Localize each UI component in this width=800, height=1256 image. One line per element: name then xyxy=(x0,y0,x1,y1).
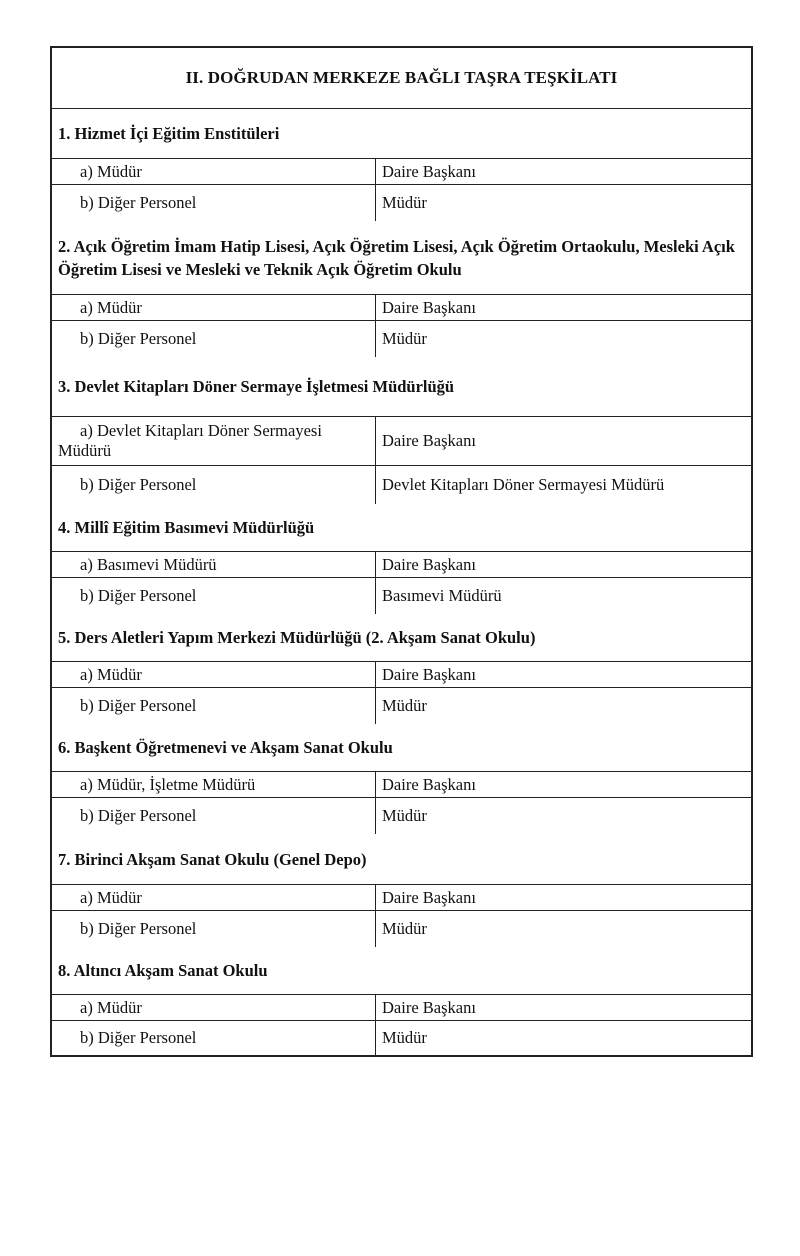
authority-cell: Müdür xyxy=(382,806,427,825)
authority-cell: Daire Başkanı xyxy=(382,774,476,794)
authority-cell: Daire Başkanı xyxy=(382,431,476,450)
position-cell: a) Müdür xyxy=(52,995,376,1020)
section-7 xyxy=(52,834,751,947)
position-cell: a) Müdür xyxy=(52,662,376,687)
table-row xyxy=(52,688,751,724)
position-cell: a) Müdür xyxy=(52,885,376,910)
table-title: II. DOĞRUDAN MERKEZE BAĞLI TAŞRA TEŞKİLATI xyxy=(52,48,751,109)
position-cell: b) Diğer Personel xyxy=(52,578,376,614)
table-row xyxy=(52,159,751,185)
section-heading: 4. Millî Eğitim Basımevi Müdürlüğü xyxy=(52,504,751,552)
position-cell: a) Basımevi Müdürü xyxy=(52,552,376,577)
table-row xyxy=(52,417,751,466)
table-row xyxy=(52,295,751,321)
table-row xyxy=(52,911,751,947)
section-2 xyxy=(52,221,751,357)
position-cell: a) Müdür xyxy=(52,159,376,184)
section-8 xyxy=(52,947,751,1055)
table-row xyxy=(52,885,751,911)
authority-cell: Devlet Kitapları Döner Sermayesi Müdürü xyxy=(382,475,665,494)
authority-table xyxy=(50,46,753,1057)
table-row xyxy=(52,321,751,357)
section-heading: 6. Başkent Öğretmenevi ve Akşam Sanat Okulu xyxy=(52,724,751,772)
position-cell: b) Diğer Personel xyxy=(52,1021,376,1055)
position-cell: b) Diğer Personel xyxy=(52,911,376,947)
table-row xyxy=(52,662,751,688)
section-4 xyxy=(52,504,751,614)
position-cell: a) Müdür xyxy=(52,295,376,320)
section-heading: 5. Ders Aletleri Yapım Merkezi Müdürlüğü (2. Akşam Sanat Okulu) xyxy=(52,614,751,662)
position-cell: b) Diğer Personel xyxy=(52,185,376,221)
table-row xyxy=(52,772,751,798)
section-heading: 8. Altıncı Akşam Sanat Okulu xyxy=(52,947,751,995)
authority-cell: Müdür xyxy=(382,919,427,938)
position-cell: b) Diğer Personel xyxy=(52,688,376,724)
position-cell: b) Diğer Personel xyxy=(52,321,376,357)
section-heading: 1. Hizmet İçi Eğitim Enstitüleri xyxy=(52,109,751,159)
authority-cell: Müdür xyxy=(382,696,427,715)
section-heading: 2. Açık Öğretim İmam Hatip Lisesi, Açık Öğretim Lisesi, Açık Öğretim Ortaokulu, Mesleki Açık Öğretim Lisesi ve Mesleki ve Teknik Açık Öğretim Okulu xyxy=(52,221,751,295)
authority-cell: Daire Başkanı xyxy=(382,161,476,181)
table-row xyxy=(52,185,751,221)
authority-cell: Müdür xyxy=(382,193,427,212)
section-heading: 7. Birinci Akşam Sanat Okulu (Genel Depo) xyxy=(52,834,751,885)
section-3 xyxy=(52,357,751,504)
table-row xyxy=(52,798,751,834)
authority-cell: Daire Başkanı xyxy=(382,887,476,907)
section-5 xyxy=(52,614,751,724)
authority-cell: Daire Başkanı xyxy=(382,997,476,1017)
position-cell: a) Devlet Kitapları Döner Sermayesi Müdürü xyxy=(52,417,376,465)
authority-cell: Müdür xyxy=(382,329,427,348)
table-row xyxy=(52,1021,751,1055)
section-6 xyxy=(52,724,751,834)
authority-cell: Müdür xyxy=(382,1028,427,1047)
authority-cell: Daire Başkanı xyxy=(382,297,476,317)
position-cell: b) Diğer Personel xyxy=(52,798,376,834)
table-row xyxy=(52,995,751,1021)
table-row xyxy=(52,578,751,614)
table-row xyxy=(52,552,751,578)
position-cell: a) Müdür, İşletme Müdürü xyxy=(52,772,376,797)
section-heading: 3. Devlet Kitapları Döner Sermaye İşletmesi Müdürlüğü xyxy=(52,357,751,417)
position-cell: b) Diğer Personel xyxy=(52,466,376,504)
section-1 xyxy=(52,109,751,221)
table-row xyxy=(52,466,751,504)
authority-cell: Daire Başkanı xyxy=(382,554,476,574)
authority-cell: Daire Başkanı xyxy=(382,664,476,684)
authority-cell: Basımevi Müdürü xyxy=(382,586,502,605)
